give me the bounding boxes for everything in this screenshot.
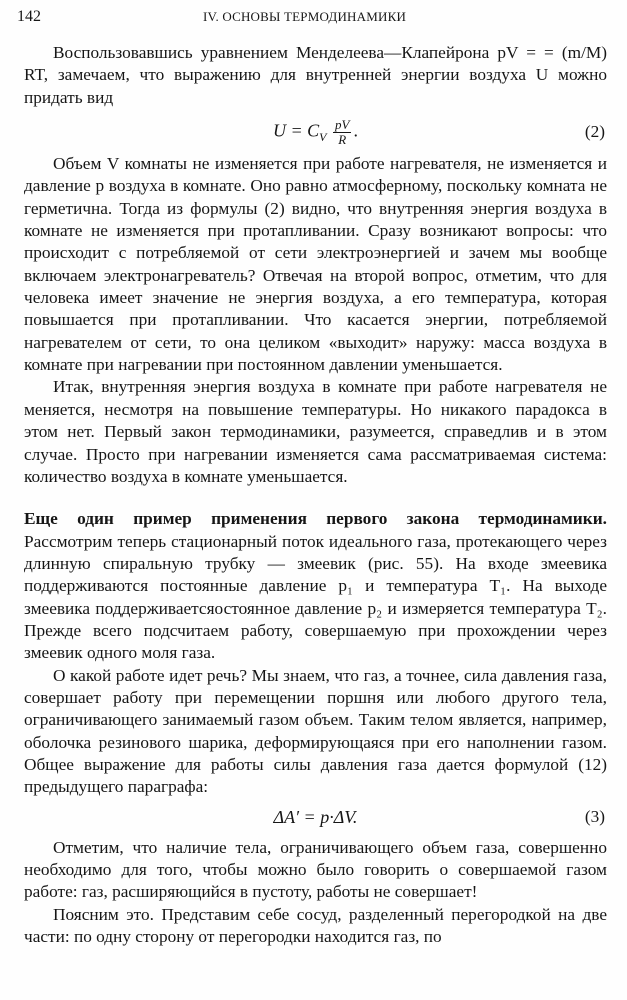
- equation-2-fraction: [333, 118, 351, 147]
- paragraph-coil: Рассмотрим теперь стационарный поток идеального газа, протекающего через длинную спиральную трубку — змеевик (рис. 55). На входе змеевика поддерживаются постоянные давление p₁ и температура T₁. На выходе змеевика поддерживаетсяостоянное давление p₂ и измеряется температура T₂. Прежде всего подсчитаем работу, совершаемую при прохождении через змеевик одного моля газа.: [24, 531, 607, 663]
- page-body: [24, 42, 607, 948]
- equation-3: [24, 799, 607, 837]
- equation-2-number: (2): [584, 122, 605, 142]
- fraction-denominator: R: [338, 132, 347, 148]
- section-gap: [24, 488, 607, 508]
- page-number: 142: [17, 8, 41, 25]
- section-paragraph: [24, 508, 607, 664]
- equation-2-body: [24, 118, 607, 149]
- fraction-numerator: pV: [335, 117, 350, 133]
- paragraph-conclusion: Итак, внутренняя энергия воздуха в комнате при работе нагревателя не меняется, несмотря на повышение температуры. Но никакого парадокса в этом нет. Первый закон термодинамики, разумеется, справедлив и в этом случае. Просто при нагревании изменяется сама рассматриваемая система: количество воздуха в комнате уменьшается.: [24, 377, 607, 486]
- equation-3-number: (3): [584, 806, 605, 826]
- paragraph-explain: Поясним это. Представим себе сосуд, разделенный перегородкой на две части: по одну сторону от перегородки находится газ, по: [24, 904, 607, 947]
- equation-3-body: ΔA′ = p·ΔV.: [273, 806, 358, 827]
- equation-2-lhs: U = C: [273, 120, 320, 141]
- equation-2: [24, 109, 607, 153]
- paragraph-intro: Воспользовавшись уравнением Менделеева—Клапейрона pV = = (m/M) RT, замечаем, что выражению для внутренней энергии воздуха U можно придать вид: [24, 43, 607, 107]
- paragraph-note: Отметим, что наличие тела, ограничивающего объем газа, совершенно необходимо для того, чтобы можно было говорить о совершаемой газом работе: газ, расширяющийся в пустоту, работы не совершает!: [24, 837, 607, 902]
- section-heading: Еще один пример применения первого закона термодинамики.: [24, 509, 607, 529]
- paragraph-volume: Объем V комнаты не изменяется при работе нагревателя, не изменяется и давление p воздуха в комнате. Оно равно атмосферному, поскольку комната не герметична. Тогда из формулы (2) видно, что внутренняя энергия воздуха в комнате не изменяется при протапливании. Сразу возникают вопросы: что происходит с потребляемой от сети электроэнергией и зачем мы вообще включаем электронагреватель? Отвечая на второй вопрос, отметим, что для человека имеет значение не энергия воздуха, а его температура, которая повышается при протапливании. Что касается энергии, потребляемой нагревателем от сети, то она целиком «выходит» наружу: масса воздуха в комнате при нагревании при постоянном давлении уменьшается.: [24, 154, 607, 375]
- paragraph-work: О какой работе идет речь? Мы знаем, что газ, а точнее, сила давления газа, совершает работу при перемещении поршня или любого другого тела, ограничивающего занимаемый газом объем. Таким телом является, например, оболочка резинового шарика, деформирующаяся при его наполнении газом. Общее выражение для работы силы давления газа дается формулой (12) предыдущего параграфа:: [24, 665, 607, 797]
- equation-2-tail: .: [353, 120, 358, 141]
- page-header: [0, 0, 627, 34]
- running-title: IV. ОСНОВЫ ТЕРМОДИНАМИКИ: [203, 9, 407, 24]
- equation-2-subscript: V: [319, 130, 327, 145]
